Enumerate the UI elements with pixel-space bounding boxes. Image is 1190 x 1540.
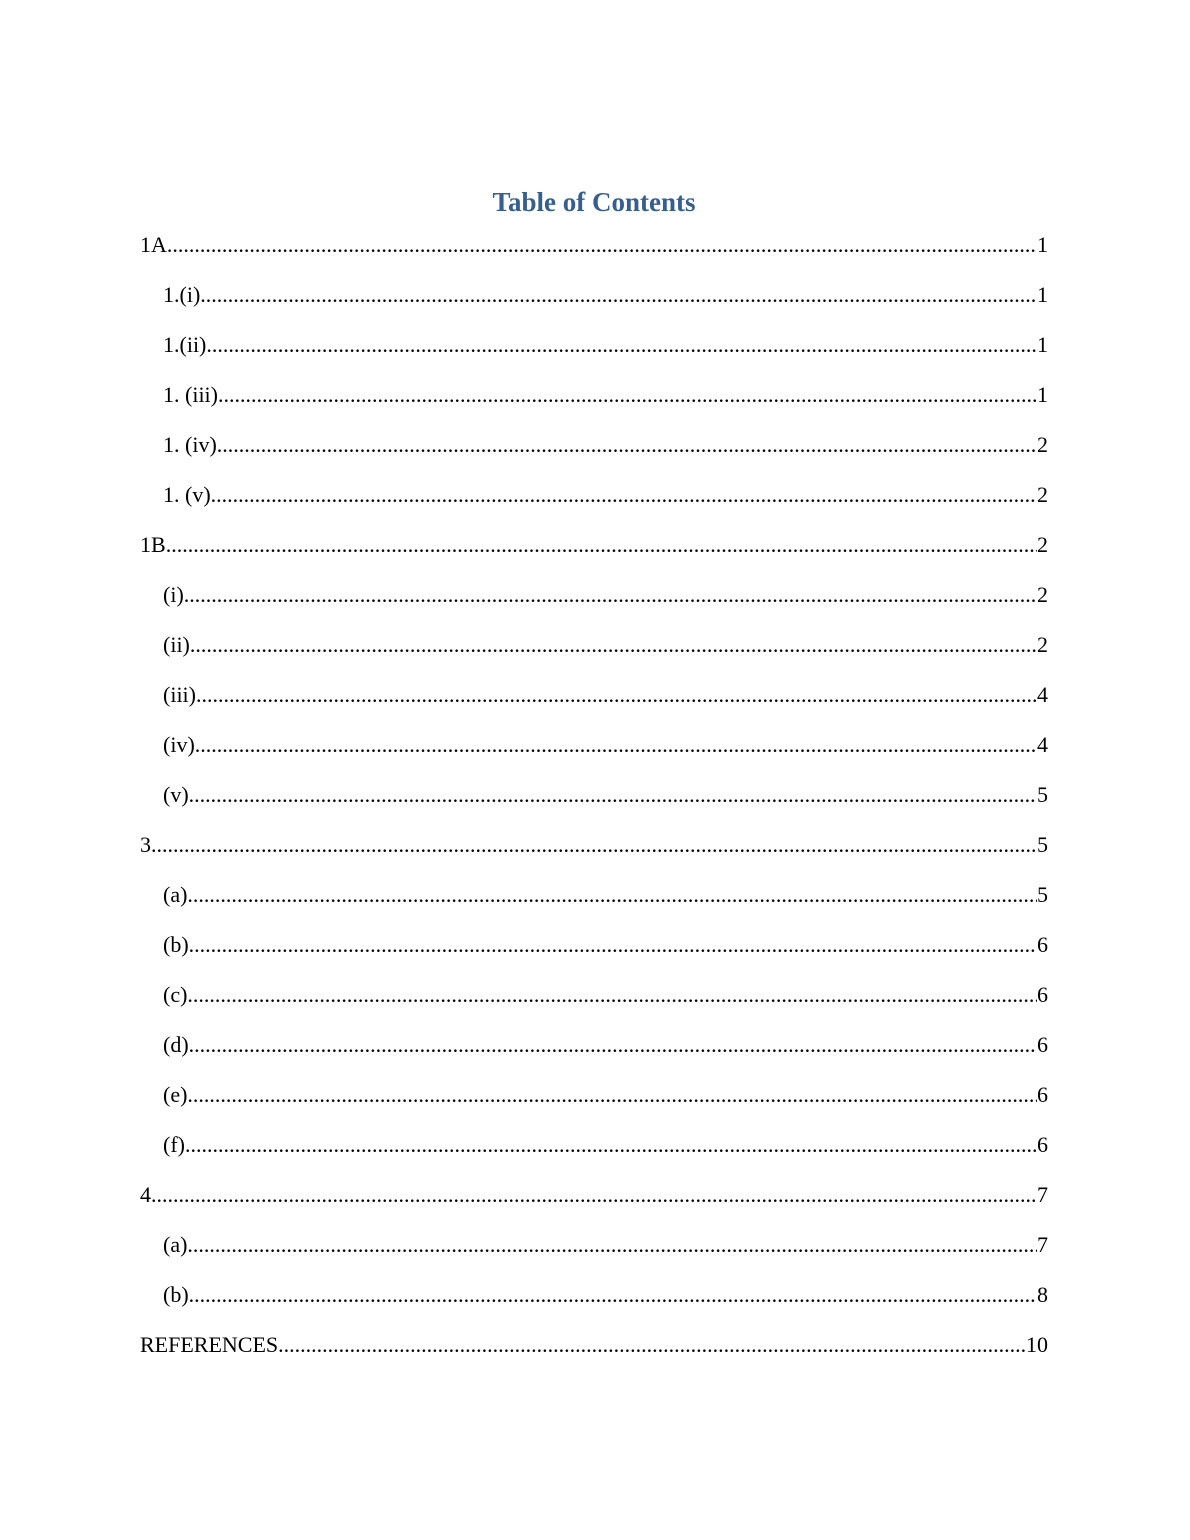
toc-entry[interactable] (140, 1270, 1048, 1320)
toc-page-number: 5 (1037, 882, 1048, 907)
toc-entry[interactable] (140, 1320, 1048, 1370)
toc-entry[interactable] (140, 220, 1048, 270)
toc-entry-label: (v) (163, 782, 189, 807)
toc-entry[interactable] (140, 420, 1048, 470)
toc-leader-dots (167, 220, 1037, 270)
toc-entry-label: 1. (v) (163, 482, 211, 507)
toc-entry[interactable] (140, 970, 1048, 1020)
toc-leader-dots (151, 820, 1037, 870)
toc-entry-label: 1. (iii) (163, 382, 218, 407)
toc-entry[interactable] (140, 320, 1048, 370)
toc-entry-label: (f) (163, 1132, 185, 1157)
toc-entry-label: (d) (163, 1032, 189, 1057)
toc-page-number: 5 (1037, 782, 1048, 807)
toc-leader-dots (187, 970, 1037, 1020)
page-title: Table of Contents (492, 187, 696, 217)
toc-leader-dots (185, 1120, 1037, 1170)
toc-leader-dots (184, 570, 1037, 620)
toc-page-number: 6 (1037, 982, 1048, 1007)
toc-page-number: 8 (1037, 1282, 1048, 1307)
toc-entry-label: (b) (163, 1282, 189, 1307)
toc-entry[interactable] (140, 570, 1048, 620)
toc-entry-label: 1B (140, 532, 166, 557)
toc-leader-dots (189, 1270, 1037, 1320)
toc-leader-dots (211, 470, 1037, 520)
toc-leader-dots (218, 370, 1037, 420)
toc-entry-label: (ii) (163, 632, 190, 657)
toc-entry[interactable] (140, 1120, 1048, 1170)
toc-leader-dots (187, 870, 1037, 920)
toc-leader-dots (200, 270, 1037, 320)
toc-list (140, 220, 1048, 1370)
toc-page-number: 7 (1037, 1182, 1048, 1207)
toc-leader-dots (195, 720, 1037, 770)
toc-page-number: 2 (1037, 632, 1048, 657)
toc-page-number: 2 (1037, 582, 1048, 607)
toc-leader-dots (151, 1170, 1037, 1220)
toc-entry[interactable] (140, 770, 1048, 820)
toc-entry-label: (i) (163, 582, 184, 607)
toc-entry-label: 1.(ii) (163, 332, 207, 357)
toc-page-number: 1 (1037, 282, 1048, 307)
toc-entry-label: 1. (iv) (163, 432, 217, 457)
toc-entry[interactable] (140, 520, 1048, 570)
toc-entry-label: 1.(i) (163, 282, 201, 307)
toc-entry-label: (a) (163, 1232, 188, 1257)
toc-entry-label: 4 (140, 1182, 151, 1207)
toc-leader-dots (196, 670, 1037, 720)
toc-leader-dots (189, 920, 1037, 970)
toc-entry-label: (iii) (163, 682, 196, 707)
toc-entry[interactable] (140, 1220, 1048, 1270)
toc-entry[interactable] (140, 820, 1048, 870)
toc-leader-dots (187, 1070, 1037, 1120)
toc-page-number: 1 (1037, 332, 1048, 357)
toc-entry[interactable] (140, 270, 1048, 320)
toc-entry-label: (c) (163, 982, 188, 1007)
toc-page-number: 10 (1026, 1332, 1048, 1357)
toc-page-number: 6 (1037, 932, 1048, 957)
toc-leader-dots (278, 1320, 1026, 1370)
toc-page-number: 6 (1037, 1132, 1048, 1157)
toc-entry[interactable] (140, 870, 1048, 920)
toc-leader-dots (189, 770, 1037, 820)
toc-leader-dots (189, 1020, 1037, 1070)
toc-page-number: 6 (1037, 1032, 1048, 1057)
toc-leader-dots (190, 620, 1037, 670)
toc-entry-label: (iv) (163, 732, 195, 757)
toc-entry-label: 3 (140, 832, 151, 857)
toc-page-number: 5 (1037, 832, 1048, 857)
toc-page-number: 4 (1037, 732, 1048, 757)
toc-leader-dots (206, 320, 1037, 370)
toc-page-number: 2 (1037, 432, 1048, 457)
toc-page-number: 7 (1037, 1232, 1048, 1257)
toc-entry[interactable] (140, 920, 1048, 970)
toc-page-number: 2 (1037, 482, 1048, 507)
toc-entry[interactable] (140, 670, 1048, 720)
toc-entry[interactable] (140, 1070, 1048, 1120)
toc-leader-dots (217, 420, 1037, 470)
toc-entry[interactable] (140, 720, 1048, 770)
toc-page-number: 1 (1037, 382, 1048, 407)
toc-entry[interactable] (140, 620, 1048, 670)
toc-page-number: 4 (1037, 682, 1048, 707)
toc-entry-label: (b) (163, 932, 189, 957)
toc-entry-label: (e) (163, 1082, 188, 1107)
toc-entry[interactable] (140, 1170, 1048, 1220)
toc-entry[interactable] (140, 370, 1048, 420)
toc-page-number: 6 (1037, 1082, 1048, 1107)
toc-entry-label: REFERENCES (140, 1332, 279, 1357)
toc-page-number: 2 (1037, 532, 1048, 557)
toc-leader-dots (187, 1220, 1037, 1270)
toc-page-number: 1 (1037, 232, 1048, 257)
toc-entry[interactable] (140, 470, 1048, 520)
toc-leader-dots (166, 520, 1037, 570)
toc-entry[interactable] (140, 1020, 1048, 1070)
toc-entry-label: 1A (140, 232, 167, 257)
toc-entry-label: (a) (163, 882, 188, 907)
